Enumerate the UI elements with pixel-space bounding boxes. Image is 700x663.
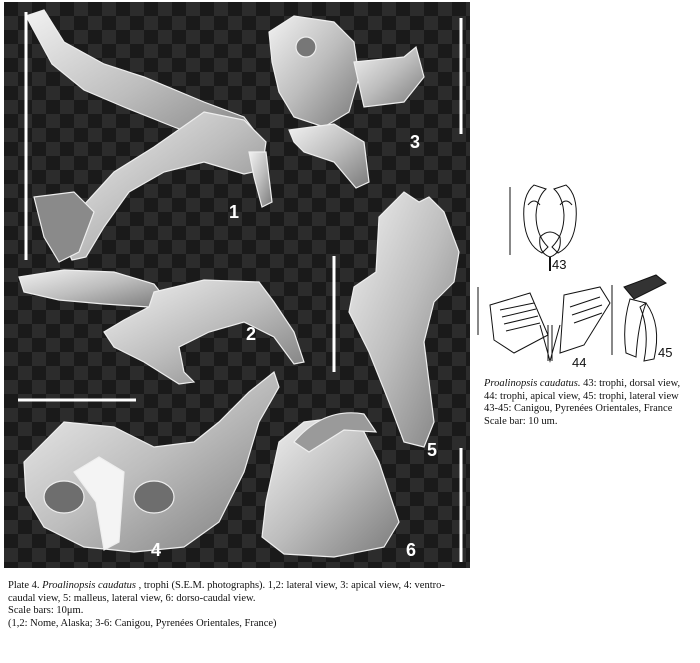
line-drawings xyxy=(474,175,694,380)
drawing-label-45: 45 xyxy=(658,345,673,360)
figure-label-6: 6 xyxy=(406,540,417,560)
figure-label-5: 5 xyxy=(427,440,438,460)
plate-caption-species: Proalinopsis caudatus xyxy=(42,580,136,591)
plate-caption-line-1: Plate 4. Proalinopsis caudatus , trophi (S.E.M. photographs). 1,2: lateral view, 3: apical view, 4: ventro- xyxy=(8,580,445,591)
specimen-3 xyxy=(269,16,424,188)
sem-photo-plate xyxy=(4,2,470,568)
drawing-caption-line-3: 43-45: Canigou, Pyrenées Orientales, France xyxy=(484,403,673,414)
plate-caption-line-4: (1,2: Nome, Alaska; 3-6: Canigou, Pyrenées Orientales, France) xyxy=(8,617,277,629)
plate-caption xyxy=(8,580,488,630)
sem-specimens xyxy=(4,2,470,568)
drawing-44 xyxy=(478,287,610,361)
plate-caption-line-2: caudal view, 5: malleus, lateral view, 6: dorso-caudal view. xyxy=(8,592,256,604)
drawing-label-44: 44 xyxy=(572,355,587,370)
drawing-caption xyxy=(484,378,696,428)
drawing-label-43: 43 xyxy=(552,257,567,272)
drawing-caption-line-1: Proalinopsis caudatus. 43: trophi, dorsal view, xyxy=(484,378,681,389)
specimen-5 xyxy=(349,192,459,447)
figure-label-3: 3 xyxy=(410,132,421,152)
figure-label-1: 1 xyxy=(229,202,240,222)
specimen-2 xyxy=(19,270,304,384)
plate-caption-line-3: Scale bars: 10μm. xyxy=(8,605,84,616)
drawing-caption-species: Proalinopsis caudatus. xyxy=(484,378,581,389)
drawing-caption-line-4: Scale bar: 10 um. xyxy=(484,415,558,427)
specimen-6 xyxy=(262,413,399,557)
drawing-caption-line-2: 44: trophi, apical view, 45: trophi, lateral view xyxy=(484,390,679,402)
figure-label-2: 2 xyxy=(246,324,257,344)
figure-label-4: 4 xyxy=(151,540,162,560)
specimen-1 xyxy=(26,10,272,262)
